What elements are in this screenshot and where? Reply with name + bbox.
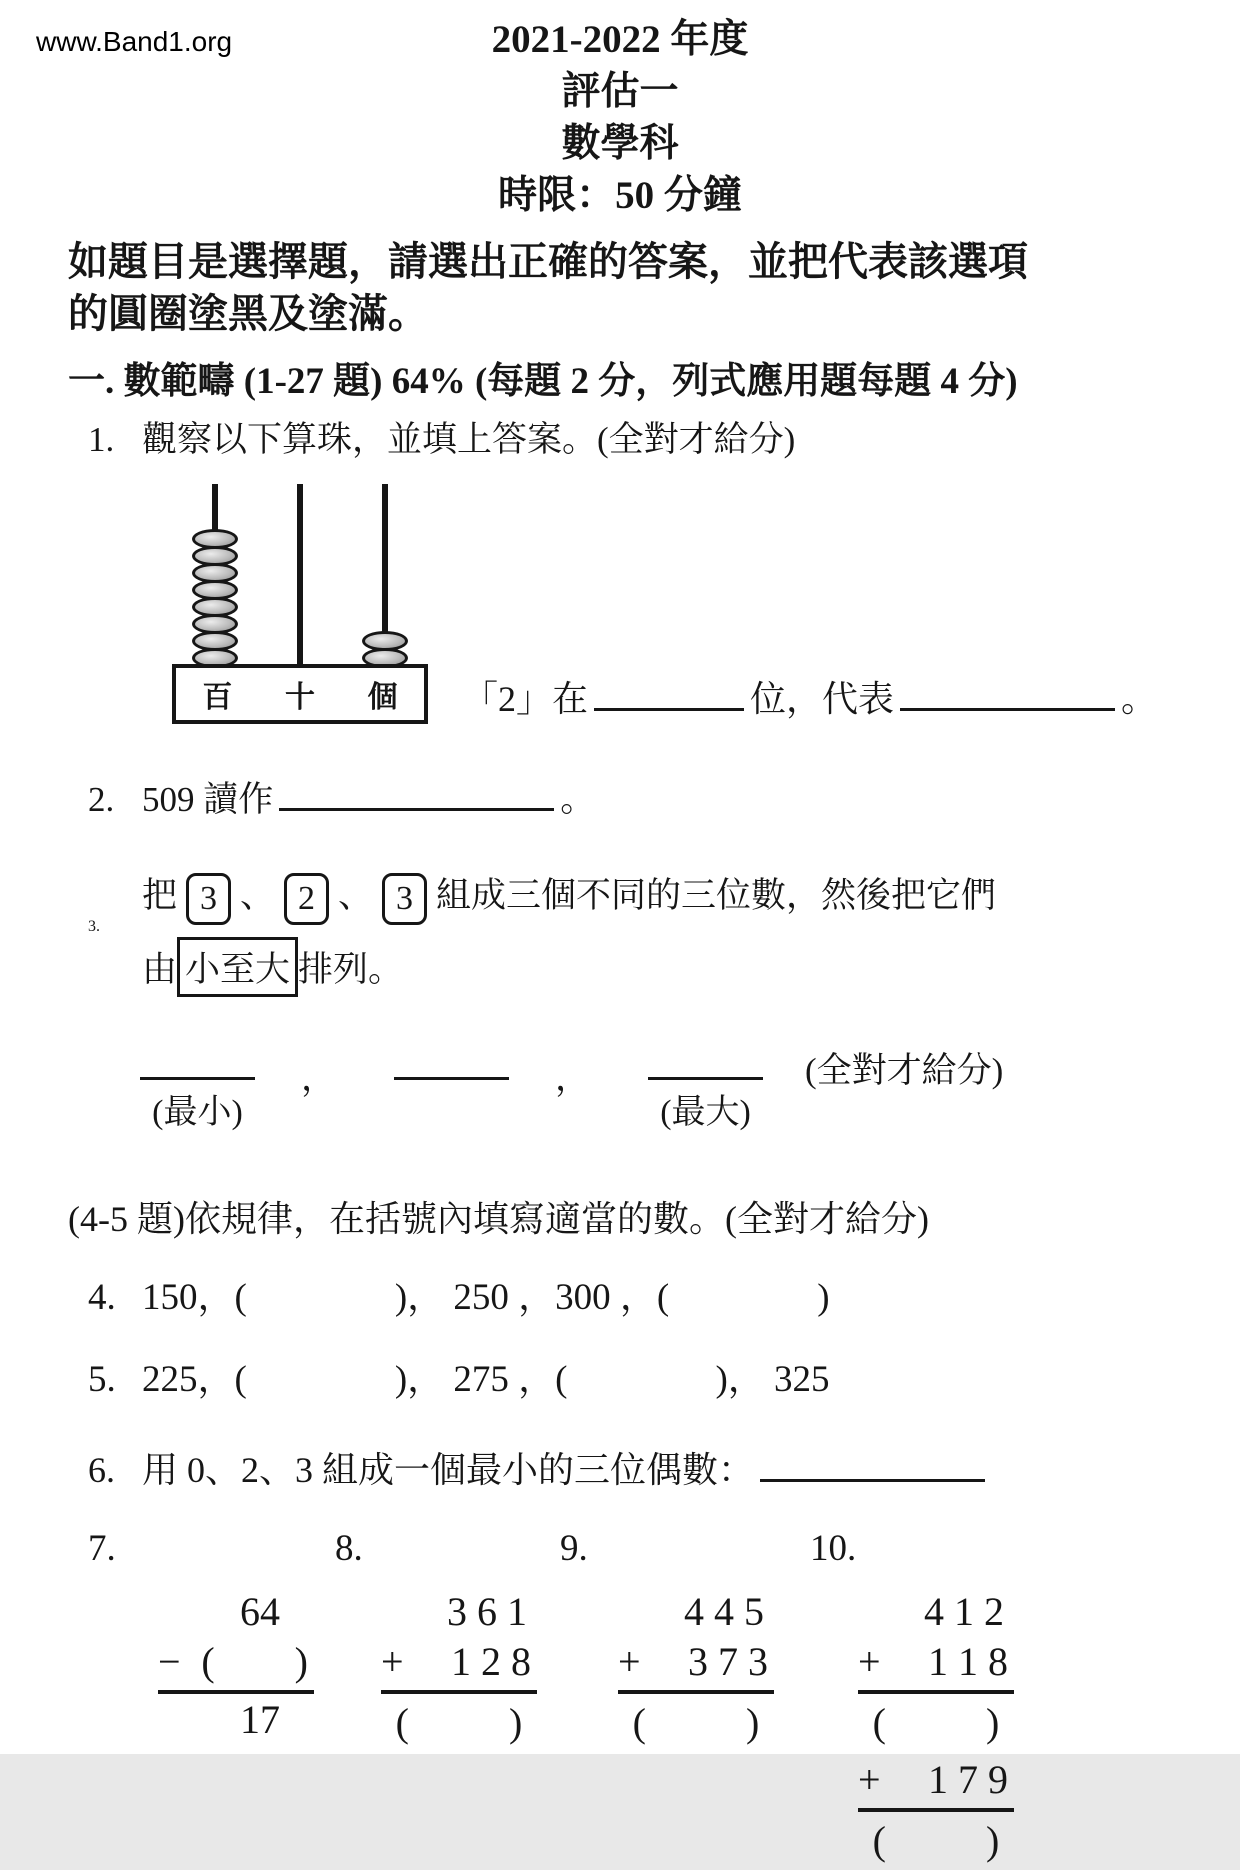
q1-fill-end: 。 xyxy=(1121,679,1158,719)
abacus-rod-tens xyxy=(257,484,342,668)
q3-line2-post: 排列。 xyxy=(298,949,404,989)
order-box: 小至大 xyxy=(177,937,298,997)
problem-9-stack xyxy=(618,1586,774,1752)
subtrahend-blank: ( ) xyxy=(201,1638,308,1684)
q6-answer-blank xyxy=(760,1443,985,1482)
abacus-rod-ones xyxy=(343,484,428,668)
digit-box: 2 xyxy=(284,873,329,925)
operator-row xyxy=(858,1756,1014,1812)
problem-8-number: 8. xyxy=(335,1527,363,1569)
abacus xyxy=(172,484,428,724)
question-5-number: 5. xyxy=(88,1358,116,1400)
q1-fill-pre: 「2」在 xyxy=(462,679,589,719)
question-3 xyxy=(88,868,1240,997)
question-5-sequence: 225，( )， 275 ，( )， 325 xyxy=(142,1358,830,1400)
question-6-number: 6. xyxy=(88,1449,115,1490)
abacus-label-tens: 十 xyxy=(284,681,315,714)
problem-9 xyxy=(560,1527,810,1870)
q3-note: (全對才給分) xyxy=(805,1050,1004,1090)
problem-10 xyxy=(810,1527,1240,1870)
abacus-base xyxy=(172,664,428,724)
abacus-rods xyxy=(172,484,428,668)
exam-year: 2021-2022 年度 xyxy=(491,18,749,61)
q1-place-blank xyxy=(594,672,744,711)
instructions: 如題目是選擇題，請選出正確的答案，並把代表該選項的圓圈塗黑及塗滿。 xyxy=(68,239,1028,336)
q3-slot-max xyxy=(648,1035,763,1133)
question-2-text xyxy=(142,772,595,822)
question-1 xyxy=(88,412,1240,462)
addend-2: 1 1 8 xyxy=(928,1638,1008,1684)
abacus-figure xyxy=(0,484,1240,724)
addend-2: 1 2 8 xyxy=(451,1638,531,1684)
question-6 xyxy=(88,1442,1240,1493)
digit-box: 3 xyxy=(382,873,427,925)
abacus-bead-stack-ones xyxy=(362,634,408,668)
partial-sum-blank: ( ) xyxy=(872,1699,1000,1745)
q2-answer-blank xyxy=(279,772,554,811)
abacus-rod-line xyxy=(297,484,303,668)
q3-min-label: (最小) xyxy=(152,1093,243,1131)
question-4-sequence: 150，( )， 250 ，300 ，( ) xyxy=(142,1276,830,1318)
q1-fill-line xyxy=(462,671,1157,724)
q3-line2 xyxy=(142,937,996,997)
difference: 17 xyxy=(240,1696,280,1742)
exam-subject: 數學科 xyxy=(561,122,679,165)
q3-line1 xyxy=(142,868,996,925)
addend-1: 4 1 2 xyxy=(924,1588,1004,1634)
plus-sign: + xyxy=(618,1638,641,1684)
section-title: 一. 數範疇 (1-27 題) 64% (每題 2 分，列式應用題每題 4 分) xyxy=(68,361,1018,402)
problem-10-number: 10. xyxy=(810,1527,857,1569)
watermark: www.Band1.org xyxy=(36,26,233,57)
vertical-problems xyxy=(88,1527,1240,1870)
operator-row xyxy=(158,1638,314,1694)
question-2-number: 2. xyxy=(88,780,115,819)
q3-max-label: (最大) xyxy=(660,1093,751,1131)
problem-10-stack xyxy=(858,1586,1014,1870)
abacus-bead-stack-hundreds xyxy=(192,532,238,668)
q3-answer-blanks xyxy=(140,1035,1240,1133)
q3-blank-3 xyxy=(648,1035,763,1080)
exam-time-limit: 時限：50 分鐘 xyxy=(498,174,742,217)
addend-3: 1 7 9 xyxy=(928,1756,1008,1802)
q2-pre: 509 讀作 xyxy=(142,780,274,819)
question-1-text: 觀察以下算珠，並填上答案。(全對才給分) xyxy=(142,420,796,459)
problem-8 xyxy=(335,1527,560,1870)
operator-row xyxy=(618,1638,774,1694)
abacus-label-hundreds: 百 xyxy=(202,681,233,714)
final-sum-blank: ( ) xyxy=(872,1817,1000,1863)
exam-assessment: 評估一 xyxy=(561,70,679,113)
operator-row xyxy=(381,1638,537,1694)
problem-7-stack xyxy=(158,1586,314,1746)
question-3-number: 3. xyxy=(88,918,100,935)
problem-9-number: 9. xyxy=(560,1527,588,1569)
question-2 xyxy=(88,772,1240,822)
plus-sign: + xyxy=(858,1756,881,1802)
q1-value-blank xyxy=(900,672,1115,711)
q3-separator: 、 xyxy=(240,876,276,915)
digit-box: 3 xyxy=(186,873,231,925)
addend-2: 3 7 3 xyxy=(688,1638,768,1684)
problem-7-number: 7. xyxy=(88,1527,116,1569)
q3-comma: ， xyxy=(555,1058,591,1098)
question-1-number: 1. xyxy=(88,420,115,459)
abacus-label-ones: 個 xyxy=(367,681,398,714)
q3-line2-pre: 由 xyxy=(142,949,178,989)
q1-fill-mid: 位，代表 xyxy=(750,679,895,719)
question-3-body xyxy=(142,868,996,997)
problem-7 xyxy=(88,1527,335,1870)
q2-end: 。 xyxy=(560,780,596,819)
q3-slot-min xyxy=(140,1035,255,1133)
abacus-rod-hundreds xyxy=(172,484,257,668)
q6-text: 用 0、2、3 組成一個最小的三位偶數： xyxy=(142,1449,755,1490)
q3-comma: ， xyxy=(301,1058,337,1098)
q3-blank-2 xyxy=(394,1035,509,1080)
sum-blank: ( ) xyxy=(395,1699,523,1745)
q3-separator: 、 xyxy=(338,876,374,915)
operator-row xyxy=(858,1638,1014,1694)
minuend: 64 xyxy=(240,1588,280,1634)
question-5 xyxy=(88,1348,1240,1402)
problem-8-stack xyxy=(381,1586,537,1752)
q3-pre: 把 xyxy=(142,876,178,915)
q3-post: 組成三個不同的三位數，然後把它們 xyxy=(436,876,997,915)
question-4-number: 4. xyxy=(88,1276,116,1318)
q3-slot-mid xyxy=(394,1035,509,1080)
q45-intro: (4-5 題)依規律，在括號內填寫適當的數。(全對才給分) xyxy=(68,1198,929,1239)
plus-sign: + xyxy=(381,1638,404,1684)
minus-sign: − xyxy=(158,1638,181,1684)
question-6-text xyxy=(142,1442,991,1493)
plus-sign: + xyxy=(858,1638,881,1684)
question-4 xyxy=(88,1266,1240,1320)
sum-blank: ( ) xyxy=(632,1699,760,1745)
q3-blank-1 xyxy=(140,1035,255,1080)
addend-1: 4 4 5 xyxy=(684,1588,764,1634)
addend-1: 3 6 1 xyxy=(447,1588,527,1634)
